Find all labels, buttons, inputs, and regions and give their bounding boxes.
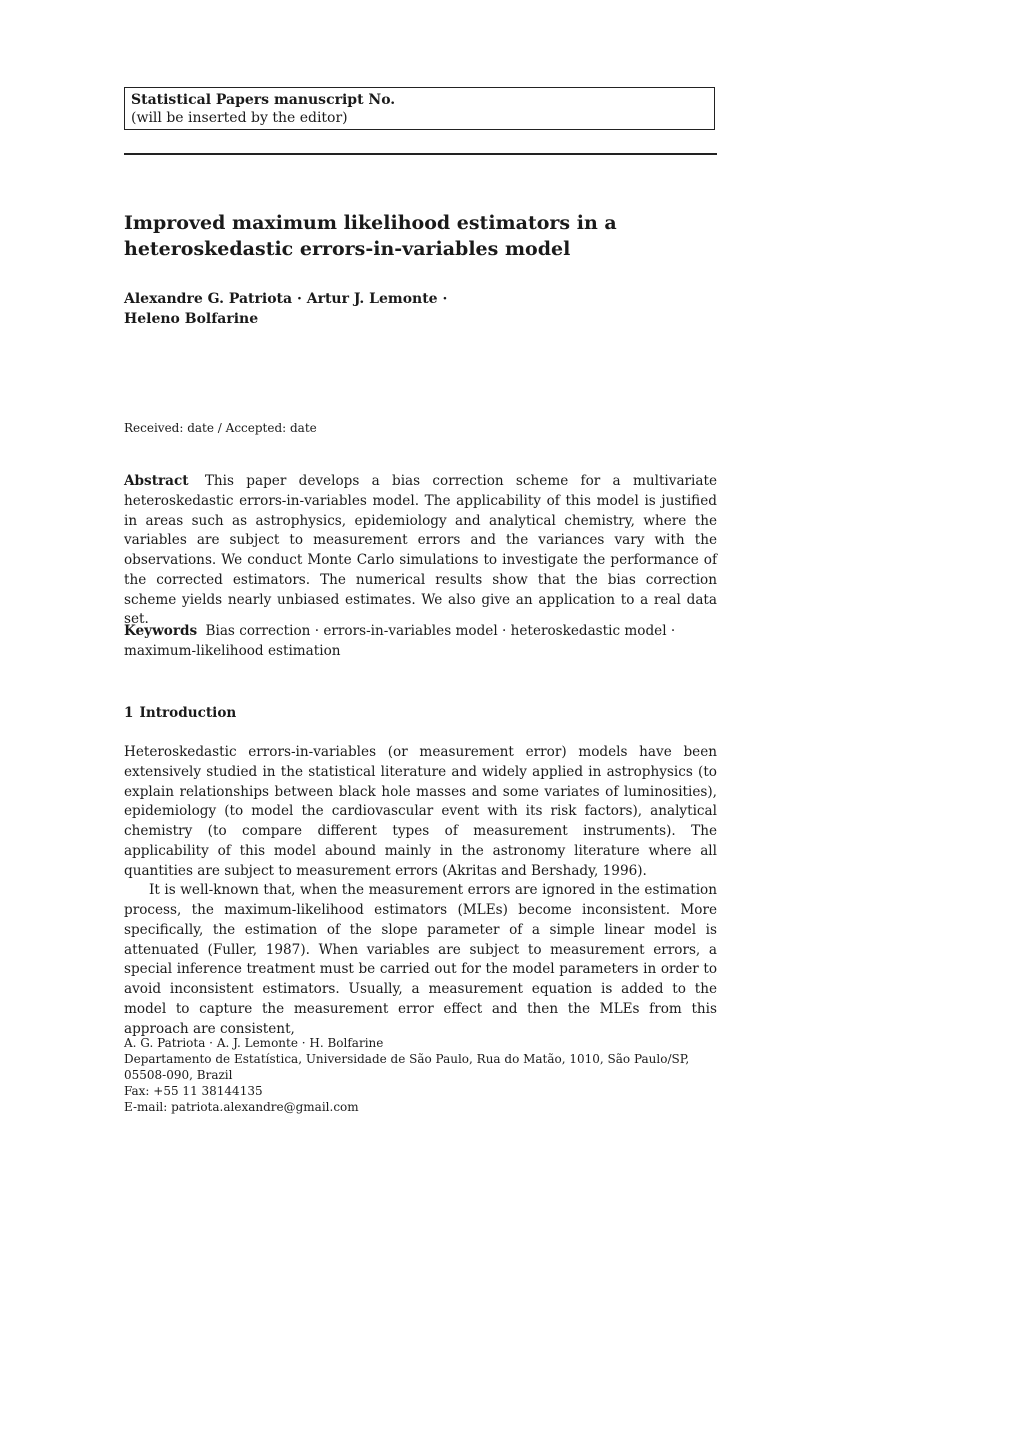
intro-paragraph-2: It is well-known that, when the measurement errors are ignored in the estimation process, the maximum-likelihood estimators (MLEs) become inconsistent. More specifically, the estimation of the slope parameter of a simple linear model is attenuated (Fuller, 1987). When variables are subject to measurement errors, a special inference treatment must be carried out for the model parameters in order to avoid inconsistent estimators. Usually, a measurement equation is added to the model to capture the measurement error effect and then the MLEs from this approach are consistent,	[124, 882, 717, 1037]
keywords-text: Bias correction · errors-in-variables model · heteroskedastic model · maximum-likelihood estimation	[124, 623, 676, 659]
received-date: Received: date / Accepted: date	[124, 421, 317, 435]
editor-note: (will be inserted by the editor)	[131, 110, 348, 126]
abstract	[124, 472, 717, 630]
author-footnote	[124, 1035, 717, 1115]
keywords-label: Keywords	[124, 623, 198, 639]
journal-name: Statistical Papers manuscript No.	[131, 92, 396, 108]
abstract-text: This paper develops a bias correction scheme for a multivariate heteroskedastic errors-in-variables model. The applicability of this model is justified in areas such as astrophysics, epidemiology and analytical chemistry, where the variables are subject to measurement errors and the variances vary with the observations. We conduct Monte Carlo simulations to investigate the performance of the corrected estimators. The numerical results show that the bias correction scheme yields nearly unbiased estimates. We also give an application to a real data set.	[124, 473, 718, 628]
footnote-fax: Fax: +55 11 38144135	[124, 1084, 263, 1098]
authors-line-2: Heleno Bolfarine	[124, 311, 259, 327]
title-line-1: Improved maximum likelihood estimators in a	[124, 212, 617, 234]
abstract-label: Abstract	[124, 473, 189, 489]
section-heading	[124, 704, 236, 722]
section-number: 1	[124, 705, 134, 721]
keywords	[124, 622, 717, 662]
title-line-2: heteroskedastic errors-in-variables model	[124, 238, 571, 260]
authors-line-1: Alexandre G. Patriota · Artur J. Lemonte ·	[124, 291, 448, 307]
footnote-address-1: Departamento de Estatística, Universidade de São Paulo, Rua do Matão, 1010, São Paulo/SP,	[124, 1052, 690, 1066]
footnote-email: E-mail: patriota.alexandre@gmail.com	[124, 1100, 359, 1114]
manuscript-header-box	[124, 87, 715, 130]
header-rule	[124, 153, 717, 155]
paper-title	[124, 210, 717, 262]
section-title-text: Introduction	[139, 705, 237, 721]
author-list	[124, 289, 717, 329]
footnote-names: A. G. Patriota · A. J. Lemonte · H. Bolfarine	[124, 1036, 384, 1050]
footnote-address-2: 05508-090, Brazil	[124, 1068, 233, 1082]
intro-paragraph-1: Heteroskedastic errors-in-variables (or measurement error) models have been extensively studied in the statistical literature and widely applied in astrophysics (to explain relationships between black hole masses and some variates of luminosities), epidemiology (to model the cardiovascular event with its risk factors), analytical chemistry (to compare different types of measurement instruments). The applicability of this model abound mainly in the astronomy literature where all quantities are subject to measurement errors (Akritas and Bershady, 1996).	[124, 744, 717, 879]
introduction-body	[124, 743, 717, 1039]
